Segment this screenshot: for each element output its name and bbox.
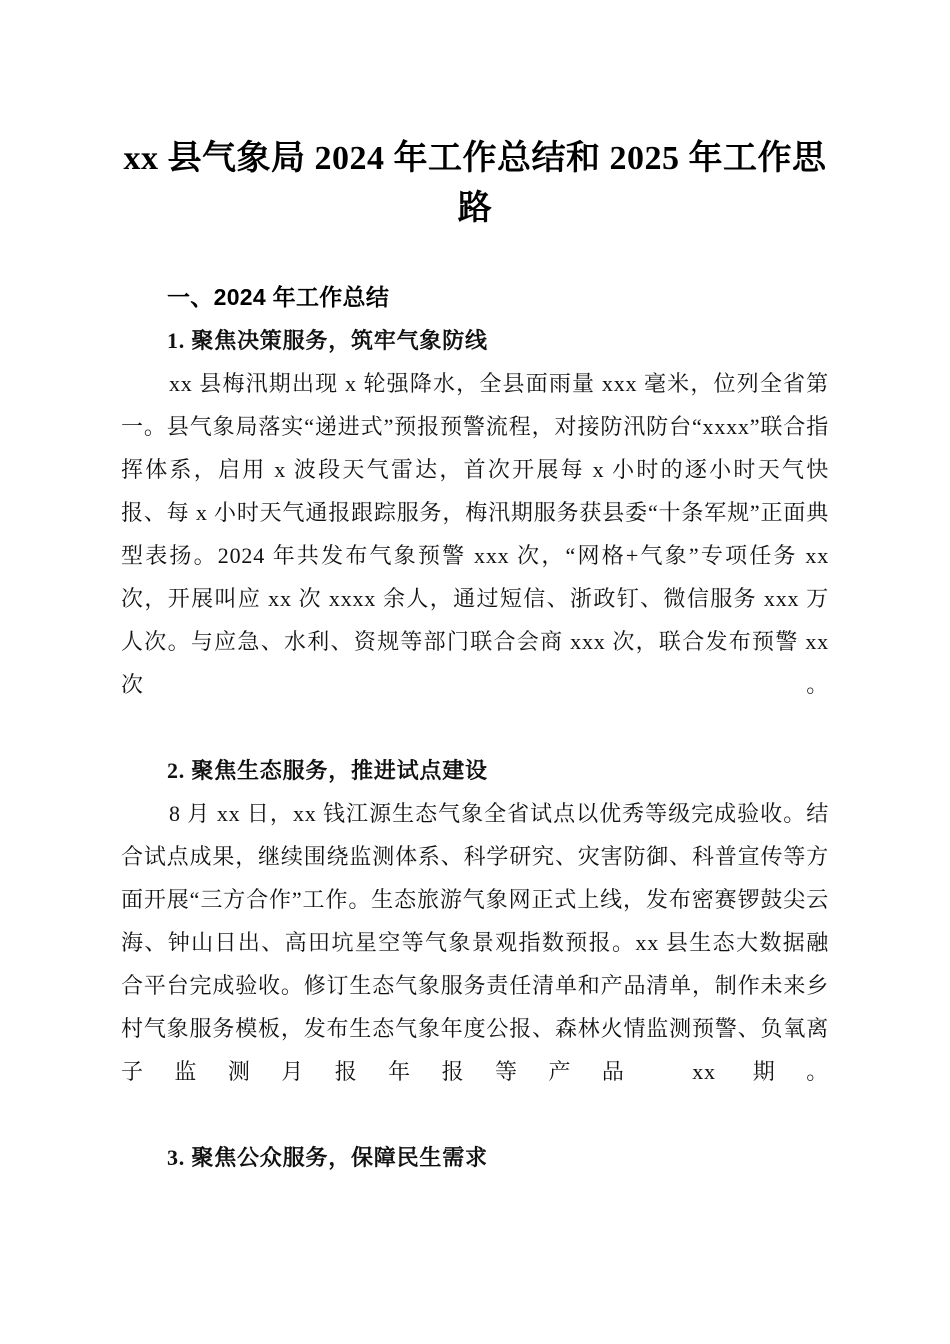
paragraph-1-2: 8 月 xx 日，xx 钱江源生态气象全省试点以优秀等级完成验收。结合试点成果，继续围绕监测体系、科学研究、灾害防御、科普宣传等方面开展“三方合作”工作。生态旅游气象网正式上线，发布密赛锣鼓尖云海、钟山日出、高田坑星空等气象景观指数预报。xx 县生态大数据融合平台完成验收。修订生态气象服务责任清单和产品清单，制作未来乡村气象服务模板，发布生态气象年度公报、森林火情监测预警、负氧离子监测月报年报等产品 xx 期。: [121, 801, 829, 1084]
section-heading-1: 一、2024 年工作总结: [167, 284, 390, 310]
document-title: xx 县气象局 2024 年工作总结和 2025 年工作思路: [123, 140, 827, 227]
sub-heading-1-3: 3. 聚焦公众服务，保障民生需求: [167, 1145, 488, 1170]
document-content: [121, 0, 829, 1179]
sub-heading-1-1: 1. 聚焦决策服务，筑牢气象防线: [167, 328, 488, 353]
sub-heading-1-2: 2. 聚焦生态服务，推进试点建设: [167, 758, 488, 783]
paragraph-1-1: xx 县梅汛期出现 x 轮强降水，全县面雨量 xxx 毫米，位列全省第一。县气象局落实“递进式”预报预警流程，对接防汛防台“xxxx”联合指挥体系，启用 x 波段天气雷达，首次开展每 x 小时的逐小时天气快报、每 x 小时天气通报跟踪服务，梅汛期服务获县委“十条军规”正面典型表扬。2024 年共发布气象预警 xxx 次，“网格+气象”专项任务 xx 次，开展叫应 xx 次 xxxx 余人，通过短信、浙政钉、微信服务 xxx 万人次。与应急、水利、资规等部门联合会商 xxx 次，联合发布预警 xx 次。: [121, 371, 829, 697]
